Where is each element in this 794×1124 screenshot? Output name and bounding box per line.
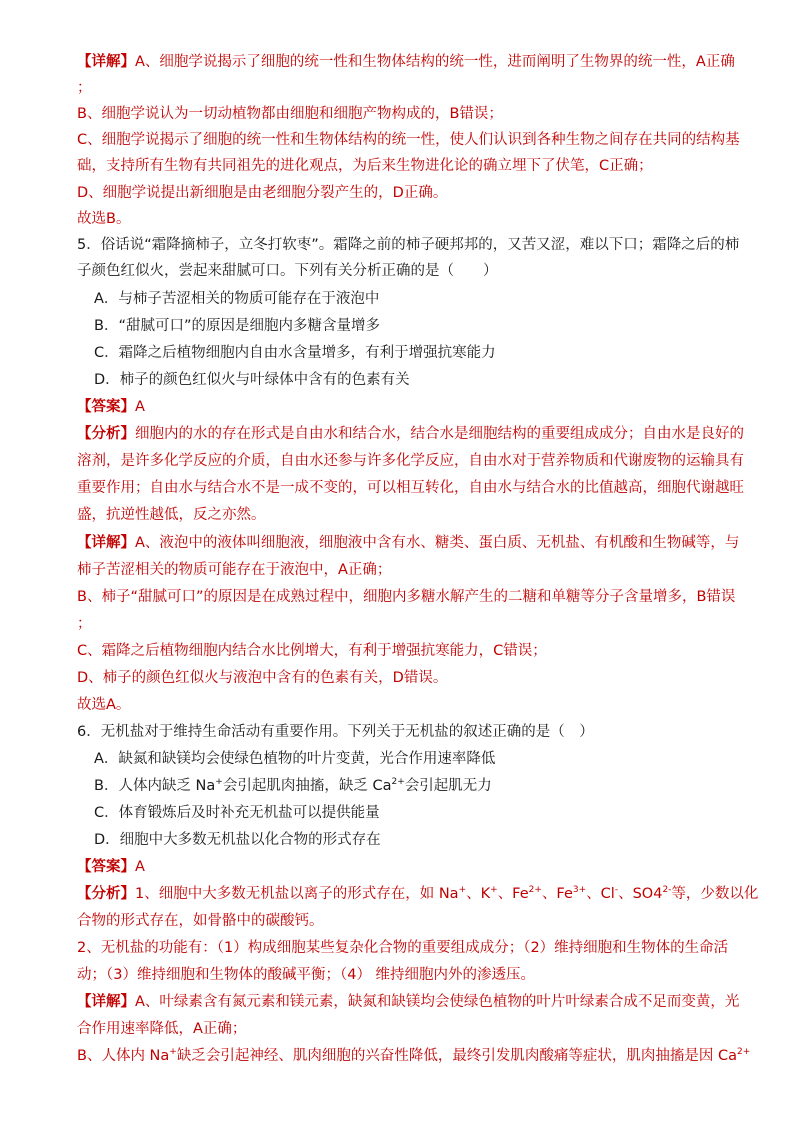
q6-option-c: C．体育锻炼后及时补充无机盐可以提供能量 — [94, 805, 380, 821]
q5-analysis-line-2: 溶剂，是许多化学反应的介质，自由水还参与许多化学反应，自由水对于营养物质和代谢废物的运输具有 — [77, 453, 744, 469]
q4-choice: 故选B。 — [77, 211, 131, 227]
q5-detail-line-6: D、柿子的颜色红似火与液泡中含有的色素有关，D错误。 — [77, 670, 448, 686]
q5-detail-line-3: B、柿子“甜腻可口”的原因是在成熟过程中，细胞内多糖水解产生的二糖和单糖等分子含量增多，B错误 — [77, 589, 736, 605]
q6-option-d: D．细胞中大多数无机盐以化合物的形式存在 — [94, 832, 381, 848]
q5-stem-line-2: 子颜色红似火，尝起来甜腻可口。下列有关分析正确的是（ ） — [77, 263, 498, 279]
q5-option-c: C．霜降之后植物细胞内自由水含量增多，有利于增强抗寒能力 — [94, 345, 496, 361]
q5-stem-line-1: 5．俗话说“霜降摘柿子，立冬打软枣”。霜降之前的柿子硬邦邦的，又苦又涩，难以下口；霜降之后的柿 — [77, 237, 740, 253]
q6-analysis-line-1: 【分析】1、细胞中大多数无机盐以离子的形式存在，如 Na+、K+、$Fe^{2+}$、$Fe^{3+}$、Cl-、$SO4^{2-}$等，少数以化 — [77, 885, 759, 902]
q6-detail-line-2: 合作用速率降低，A正确； — [77, 1021, 247, 1037]
q4-detail-line-1: 【详解】A、细胞学说揭示了细胞的统一性和生物体结构的统一性，进而阐明了生物界的统一性，A正确 — [77, 54, 735, 70]
q5-choice: 故选A。 — [77, 697, 131, 713]
q4-detail-line-3: B、细胞学说认为一切动植物都由细胞和细胞产物构成的，B错误； — [77, 106, 503, 122]
q5-option-b: B．“甜腻可口”的原因是细胞内多糖含量增多 — [94, 318, 380, 334]
q5-detail-line-4: ； — [77, 616, 92, 632]
q6-option-a: A．缺氮和缺镁均会使绿色植物的叶片变黄，光合作用速率降低 — [94, 751, 496, 767]
q4-detail-line-2: ； — [77, 80, 92, 96]
q6-option-b: B．人体内缺乏 Na+会引起肌肉抽搐，缺乏 $Ca^{2+}$会引起肌无力 — [94, 777, 492, 794]
q4-detail-line-4: C、细胞学说揭示了细胞的统一性和生物体结构的统一性，使人们认识到各种生物之间存在共同的结构基 — [77, 132, 740, 148]
q5-analysis-line-4: 盛，抗逆性越低，反之亦然。 — [77, 507, 266, 523]
q5-detail-line-2: 柿子苦涩相关的物质可能存在于液泡中，A正确； — [77, 562, 392, 578]
q6-analysis-line-2: 合物的形式存在，如骨骼中的碳酸钙。 — [77, 913, 324, 929]
q4-detail-line-5: 础，支持所有生物有共同祖先的进化观点，为后来生物进化论的确立埋下了伏笔，C正确； — [77, 158, 653, 174]
q5-analysis-line-1: 【分析】细胞内的水的存在形式是自由水和结合水，结合水是细胞结构的重要组成成分；自由水是良好的 — [77, 426, 744, 442]
q5-detail-line-5: C、霜降之后植物细胞内结合水比例增大，有利于增强抗寒能力，C错误； — [77, 643, 547, 659]
q6-detail-line-3: B、人体内 Na+缺乏会引起神经、肌肉细胞的兴奋性降低，最终引发肌肉酸痛等症状，肌肉抽搐是因 $Ca^{2+}$ — [77, 1047, 751, 1064]
q6-stem: 6．无机盐对于维持生命活动有重要作用。下列关于无机盐的叙述正确的是（ ） — [77, 724, 594, 740]
q5-detail-line-1: 【详解】A、液泡中的液体叫细胞液，细胞液中含有水、糖类、蛋白质、无机盐、有机酸和生物碱等，与 — [77, 535, 740, 551]
q5-answer: 【答案】A — [77, 399, 145, 415]
q6-detail-line-1: 【详解】A、叶绿素含有氮元素和镁元素，缺氮和缺镁均会使绿色植物的叶片叶绿素合成不足而变黄，光 — [77, 994, 740, 1010]
q6-analysis-line-3: 2、无机盐的功能有：（1）构成细胞某些复杂化合物的重要组成成分；（2）维持细胞和生物体的生命活 — [77, 940, 729, 956]
q6-analysis-line-4: 动；（3）维持细胞和生物体的酸碱平衡；（4） 维持细胞内外的渗透压。 — [77, 967, 536, 983]
q4-detail-line-6: D、细胞学说提出新细胞是由老细胞分裂产生的，D正确。 — [77, 185, 448, 201]
q5-option-a: A．与柿子苦涩相关的物质可能存在于液泡中 — [94, 291, 380, 307]
q5-analysis-line-3: 重要作用；自由水与结合水不是一成不变的，可以相互转化，自由水与结合水的比值越高，细胞代谢越旺 — [77, 480, 744, 496]
q6-answer: 【答案】A — [77, 859, 145, 875]
detail-tag: 【详解】 — [77, 54, 135, 70]
q5-option-d: D．柿子的颜色红似火与叶绿体中含有的色素有关 — [94, 372, 410, 388]
